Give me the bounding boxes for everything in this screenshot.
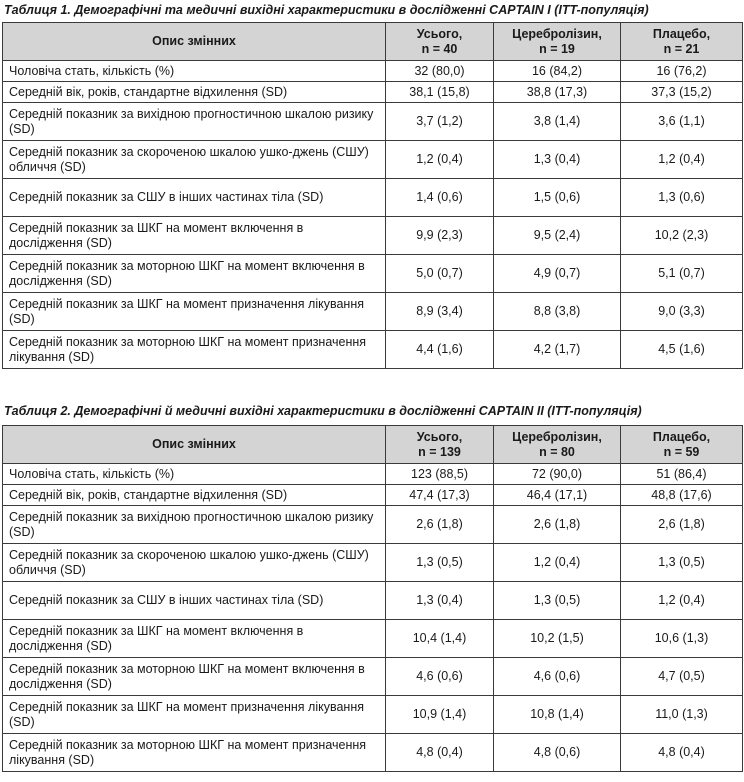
cell-placebo: 4,5 (1,6)	[621, 331, 743, 369]
table-row	[3, 544, 743, 582]
cell-cerebrolysin: 9,5 (2,4)	[494, 217, 621, 255]
row-label: Середній показник за ШКГ на момент призначення лікування (SD)	[3, 293, 386, 331]
row-label: Середній показник за скороченою шкалою ушко-джень (СШУ) обличчя (SD)	[3, 544, 386, 582]
row-label: Середній показник за СШУ в інших частинах тіла (SD)	[3, 179, 386, 217]
cell-cerebrolysin: 3,8 (1,4)	[494, 103, 621, 141]
cell-placebo: 10,2 (2,3)	[621, 217, 743, 255]
table-row	[3, 464, 743, 485]
cell-placebo: 1,2 (0,4)	[621, 582, 743, 620]
table-row	[3, 103, 743, 141]
cell-total: 3,7 (1,2)	[386, 103, 494, 141]
cell-placebo: 48,8 (17,6)	[621, 485, 743, 506]
cell-total: 5,0 (0,7)	[386, 255, 494, 293]
cell-placebo: 10,6 (1,3)	[621, 620, 743, 658]
table-row	[3, 485, 743, 506]
row-label: Середній показник за ШКГ на момент включення в дослідження (SD)	[3, 620, 386, 658]
cell-total: 123 (88,5)	[386, 464, 494, 485]
table-row	[3, 179, 743, 217]
cell-placebo: 4,8 (0,4)	[621, 734, 743, 772]
table-row	[3, 293, 743, 331]
row-label: Середній показник за ШКГ на момент призначення лікування (SD)	[3, 696, 386, 734]
table-row	[3, 61, 743, 82]
cell-placebo: 2,6 (1,8)	[621, 506, 743, 544]
cell-cerebrolysin: 4,9 (0,7)	[494, 255, 621, 293]
cell-total: 47,4 (17,3)	[386, 485, 494, 506]
table-row	[3, 217, 743, 255]
cell-cerebrolysin: 1,3 (0,5)	[494, 582, 621, 620]
table1-header-row	[3, 23, 743, 61]
table2	[2, 425, 743, 772]
cell-cerebrolysin: 1,3 (0,4)	[494, 141, 621, 179]
row-label: Середній вік, років, стандартне відхилення (SD)	[3, 485, 386, 506]
cell-total: 8,9 (3,4)	[386, 293, 494, 331]
cell-total: 32 (80,0)	[386, 61, 494, 82]
cell-cerebrolysin: 1,5 (0,6)	[494, 179, 621, 217]
cell-total: 10,9 (1,4)	[386, 696, 494, 734]
cell-placebo: 4,7 (0,5)	[621, 658, 743, 696]
table-row	[3, 141, 743, 179]
cell-cerebrolysin: 72 (90,0)	[494, 464, 621, 485]
table1-caption: Таблиця 1. Демографічні та медичні вихідні характеристики в дослідженні CAPTAIN I (ITT-популяція)	[4, 3, 649, 17]
table-row	[3, 734, 743, 772]
table-row	[3, 506, 743, 544]
cell-total: 4,6 (0,6)	[386, 658, 494, 696]
cell-total: 10,4 (1,4)	[386, 620, 494, 658]
row-label: Середній показник за вихідною прогностичною шкалою ризику (SD)	[3, 506, 386, 544]
cell-total: 2,6 (1,8)	[386, 506, 494, 544]
header-cerebrolysin: Церебролізин, n = 80	[494, 426, 621, 464]
cell-total: 1,3 (0,4)	[386, 582, 494, 620]
cell-total: 1,4 (0,6)	[386, 179, 494, 217]
cell-cerebrolysin: 16 (84,2)	[494, 61, 621, 82]
cell-placebo: 1,2 (0,4)	[621, 141, 743, 179]
cell-cerebrolysin: 4,6 (0,6)	[494, 658, 621, 696]
cell-placebo: 51 (86,4)	[621, 464, 743, 485]
row-label: Чоловіча стать, кількість (%)	[3, 61, 386, 82]
cell-total: 1,3 (0,5)	[386, 544, 494, 582]
cell-placebo: 37,3 (15,2)	[621, 82, 743, 103]
header-total: Усього, n = 40	[386, 23, 494, 61]
row-label: Середній показник за СШУ в інших частинах тіла (SD)	[3, 582, 386, 620]
row-label: Середній вік, років, стандартне відхилення (SD)	[3, 82, 386, 103]
row-label: Середній показник за ШКГ на момент включення в дослідження (SD)	[3, 217, 386, 255]
table-row	[3, 255, 743, 293]
cell-cerebrolysin: 10,2 (1,5)	[494, 620, 621, 658]
cell-placebo: 1,3 (0,6)	[621, 179, 743, 217]
cell-total: 1,2 (0,4)	[386, 141, 494, 179]
cell-cerebrolysin: 4,2 (1,7)	[494, 331, 621, 369]
cell-placebo: 3,6 (1,1)	[621, 103, 743, 141]
header-cerebrolysin: Церебролізин, n = 19	[494, 23, 621, 61]
table-row	[3, 331, 743, 369]
row-label: Середній показник за моторною ШКГ на момент призначення лікування (SD)	[3, 331, 386, 369]
cell-total: 4,8 (0,4)	[386, 734, 494, 772]
cell-total: 9,9 (2,3)	[386, 217, 494, 255]
cell-placebo: 9,0 (3,3)	[621, 293, 743, 331]
table-row	[3, 658, 743, 696]
table2-header-row	[3, 426, 743, 464]
table-row	[3, 582, 743, 620]
header-total: Усього, n = 139	[386, 426, 494, 464]
row-label: Чоловіча стать, кількість (%)	[3, 464, 386, 485]
cell-cerebrolysin: 38,8 (17,3)	[494, 82, 621, 103]
table-row	[3, 82, 743, 103]
row-label: Середній показник за моторною ШКГ на момент призначення лікування (SD)	[3, 734, 386, 772]
cell-placebo: 5,1 (0,7)	[621, 255, 743, 293]
cell-cerebrolysin: 2,6 (1,8)	[494, 506, 621, 544]
cell-placebo: 11,0 (1,3)	[621, 696, 743, 734]
row-label: Середній показник за скороченою шкалою ушко-джень (СШУ) обличчя (SD)	[3, 141, 386, 179]
table-row	[3, 620, 743, 658]
cell-placebo: 1,3 (0,5)	[621, 544, 743, 582]
header-placebo: Плацебо, n = 59	[621, 426, 743, 464]
table-row	[3, 696, 743, 734]
table1	[2, 22, 743, 369]
cell-placebo: 16 (76,2)	[621, 61, 743, 82]
cell-cerebrolysin: 4,8 (0,6)	[494, 734, 621, 772]
cell-cerebrolysin: 46,4 (17,1)	[494, 485, 621, 506]
header-description: Опис змінних	[3, 23, 386, 61]
row-label: Середній показник за моторною ШКГ на момент включення в дослідження (SD)	[3, 255, 386, 293]
table2-caption: Таблиця 2. Демографічні й медичні вихідні характеристики в дослідженні CAPTAIN II (ITT-популяція)	[4, 404, 642, 418]
header-description: Опис змінних	[3, 426, 386, 464]
header-placebo: Плацебо, n = 21	[621, 23, 743, 61]
cell-total: 4,4 (1,6)	[386, 331, 494, 369]
cell-cerebrolysin: 10,8 (1,4)	[494, 696, 621, 734]
cell-cerebrolysin: 1,2 (0,4)	[494, 544, 621, 582]
row-label: Середній показник за моторною ШКГ на момент включення в дослідження (SD)	[3, 658, 386, 696]
cell-total: 38,1 (15,8)	[386, 82, 494, 103]
row-label: Середній показник за вихідною прогностичною шкалою ризику (SD)	[3, 103, 386, 141]
cell-cerebrolysin: 8,8 (3,8)	[494, 293, 621, 331]
